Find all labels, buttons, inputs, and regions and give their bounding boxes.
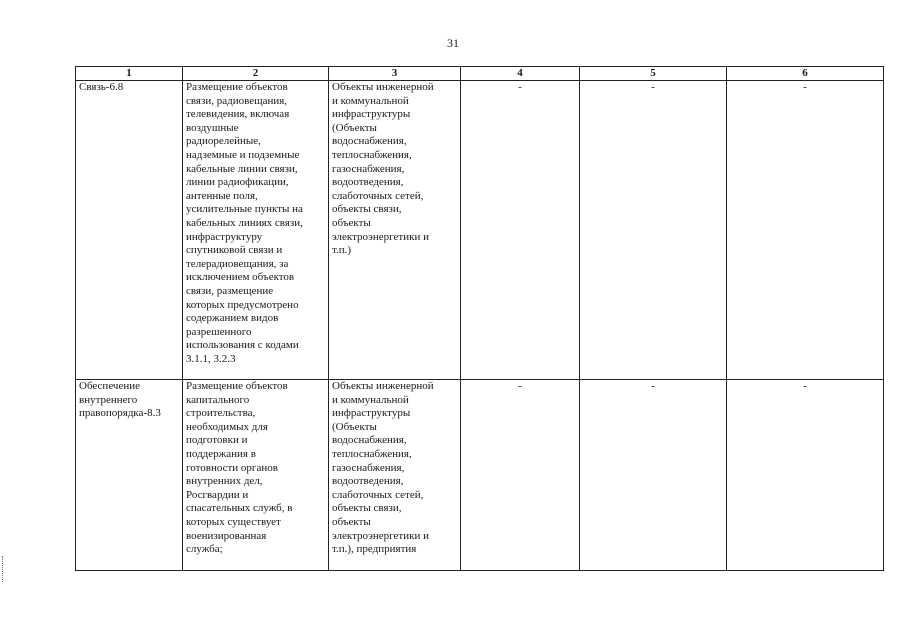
cell-text-line: спутниковой связи и <box>186 244 283 257</box>
auxiliary-objects-cell <box>329 81 461 380</box>
cell-text-line: которых существует <box>186 515 281 528</box>
cell-text-line: объекты связи, <box>332 203 402 216</box>
cell-text-line: т.п.), предприятия <box>332 543 417 556</box>
use-type-cell <box>76 81 183 380</box>
cell-text-line: внутренних дел, <box>186 475 263 488</box>
cell-text-line: телевидения, включая <box>186 108 290 121</box>
column-6-value: - <box>727 380 884 571</box>
column-header-5: 5 <box>580 67 727 81</box>
column-header-3: 3 <box>329 67 461 81</box>
column-header-4: 4 <box>461 67 580 81</box>
cell-text-line: слаботочных сетей, <box>332 189 424 202</box>
cell-text-line: т.п.) <box>332 244 352 257</box>
cell-text-line: спасательных служб, в <box>186 502 293 515</box>
cell-text-line: связи, размещение <box>186 284 274 297</box>
column-6-value: - <box>727 81 884 380</box>
cell-text-line: содержанием видов <box>186 312 279 325</box>
cell-text-line: электроэнергетики и <box>332 230 429 243</box>
cell-text-line: воздушные <box>186 121 239 134</box>
cell-text-line: служба; <box>186 543 223 556</box>
use-type-cell <box>76 380 183 571</box>
cell-text-line: инфраструктуру <box>186 230 263 243</box>
scan-edge-mark <box>2 556 6 582</box>
use-description-cell <box>183 81 329 380</box>
cell-text-line: Размещение объектов <box>186 81 288 93</box>
column-5-value: - <box>580 81 727 380</box>
cell-text-line: электроэнергетики и <box>332 529 429 542</box>
cell-text-line: слаботочных сетей, <box>332 488 424 501</box>
column-header-6: 6 <box>727 67 884 81</box>
cell-text-line: теплоснабжения, <box>332 447 412 460</box>
cell-text-line: антенные поля, <box>186 189 258 202</box>
cell-text-line: Росгвардии и <box>186 488 249 501</box>
page-number: 31 <box>447 36 459 50</box>
cell-text-line: использования с кодами <box>186 339 299 352</box>
table-row <box>76 380 884 571</box>
column-header-2: 2 <box>183 67 329 81</box>
cell-text-line: газоснабжения, <box>332 162 405 175</box>
table-header-row <box>76 67 884 81</box>
cell-text-line: (Объекты <box>332 121 377 134</box>
cell-text-line: водоснабжения, <box>332 135 407 148</box>
cell-text-line: телерадиовещания, за <box>186 257 289 270</box>
cell-text-line: необходимых для <box>186 420 268 433</box>
table-row <box>76 81 884 380</box>
cell-text-line: инфраструктуры <box>332 108 411 121</box>
cell-text-line: объекты <box>332 216 371 229</box>
cell-text-line: радиорелейные, <box>186 135 261 148</box>
cell-text-line: линии радиофикации, <box>186 176 289 189</box>
cell-text-line: инфраструктуры <box>332 407 411 420</box>
cell-text-line: разрешенного <box>186 325 252 338</box>
cell-text-line: объекты <box>332 515 371 528</box>
cell-text-line: водоотведения, <box>332 475 404 488</box>
column-5-value: - <box>580 380 727 571</box>
column-4-value: - <box>461 81 580 380</box>
cell-text-line: поддержания в <box>186 447 256 460</box>
cell-text-line: 3.1.1, 3.2.3 <box>186 352 236 365</box>
cell-text-line: Размещение объектов <box>186 380 288 392</box>
cell-text-line: Объекты инженерной <box>332 81 434 93</box>
cell-text-line: внутреннего <box>79 393 138 406</box>
cell-text-line: капитального <box>186 393 250 406</box>
cell-text-line: Связь-6.8 <box>79 81 124 93</box>
cell-text-line: которых предусмотрено <box>186 298 299 311</box>
cell-text-line: теплоснабжения, <box>332 148 412 161</box>
cell-text-line: объекты связи, <box>332 502 402 515</box>
cell-text-line: Объекты инженерной <box>332 380 434 392</box>
cell-text-line: газоснабжения, <box>332 461 405 474</box>
column-header-1: 1 <box>76 67 183 81</box>
cell-text-line: и коммунальной <box>332 393 409 406</box>
cell-text-line: строительства, <box>186 407 256 420</box>
cell-text-line: исключением объектов <box>186 271 295 284</box>
cell-text-line: (Объекты <box>332 420 377 433</box>
column-4-value: - <box>461 380 580 571</box>
auxiliary-objects-cell <box>329 380 461 571</box>
land-use-table <box>75 66 884 571</box>
cell-text-line: правопорядка-8.3 <box>79 407 161 420</box>
cell-text-line: кабельных линиях связи, <box>186 216 303 229</box>
use-description-cell <box>183 380 329 571</box>
cell-text-line: подготовки и <box>186 434 248 447</box>
cell-text-line: и коммунальной <box>332 94 409 107</box>
cell-text-line: усилительные пункты на <box>186 203 303 216</box>
cell-text-line: водоснабжения, <box>332 434 407 447</box>
cell-text-line: Обеспечение <box>79 380 140 392</box>
cell-text-line: кабельные линии связи, <box>186 162 298 175</box>
cell-text-line: надземные и подземные <box>186 148 300 161</box>
cell-text-line: водоотведения, <box>332 176 404 189</box>
cell-text-line: готовности органов <box>186 461 278 474</box>
cell-text-line: военизированная <box>186 529 267 542</box>
cell-text-line: связи, радиовещания, <box>186 94 288 107</box>
